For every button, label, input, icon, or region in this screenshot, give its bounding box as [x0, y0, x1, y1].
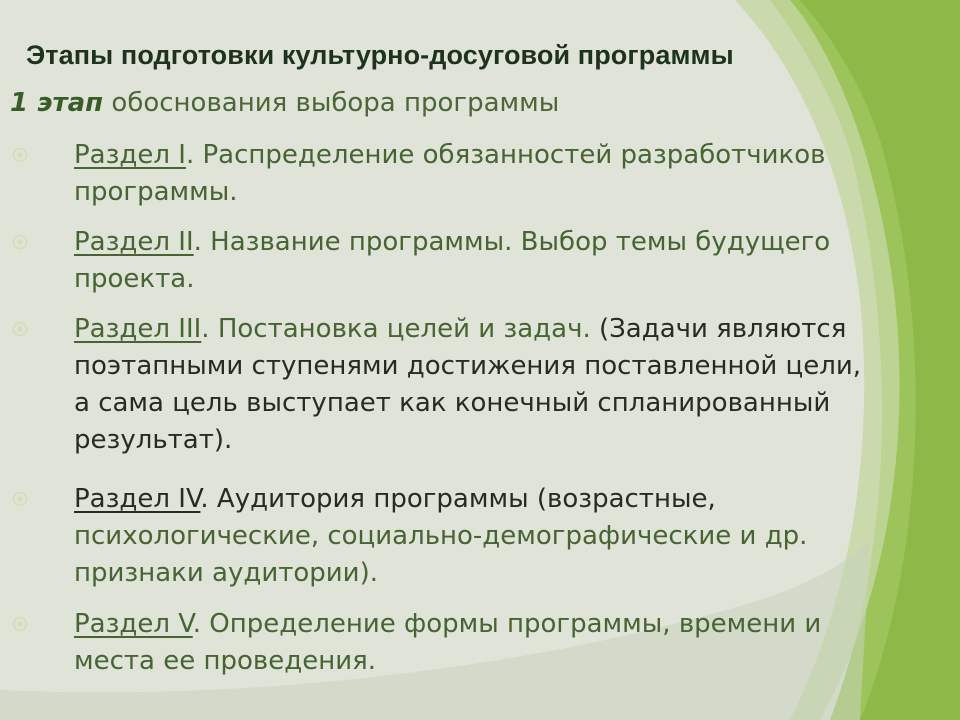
item-text — [74, 224, 874, 298]
stage-label: 1 этап — [10, 88, 104, 118]
slide-title: Этапы подготовки культурно-досуговой программы — [26, 40, 734, 70]
section-label: Раздел III — [74, 314, 202, 344]
ring-dot-icon — [12, 234, 28, 250]
ring-dot-icon — [12, 147, 28, 163]
section-label: Раздел V — [74, 609, 193, 639]
stage-text: обоснования выбора программы — [103, 88, 560, 118]
item-body-rest: психологические, социально-демографические и др. признаки аудитории). — [74, 521, 808, 588]
ring-dot-icon — [12, 491, 28, 507]
item-body: . Определение формы программы, времени и места ее проведения. — [74, 609, 822, 676]
item-text — [74, 137, 874, 211]
item-text — [74, 481, 874, 592]
item-text — [74, 606, 874, 680]
ring-dot-icon — [12, 616, 28, 632]
stage-line — [10, 88, 910, 118]
item-body: . Распределение обязанностей разработчиков программы. — [74, 140, 826, 207]
item-body: . Аудитория программы (возрастные, — [200, 484, 716, 514]
section-label: Раздел I — [74, 140, 186, 170]
ring-dot-icon — [12, 321, 28, 337]
section-label: Раздел IV — [74, 484, 201, 514]
section-label: Раздел II — [74, 227, 194, 257]
item-body: . Название программы. Выбор темы будущего проекта. — [74, 227, 831, 294]
item-note: (Задачи являются поэтапными ступенями достижения поставленной цели, а сама цель выступает как конечный спланированный результат). — [74, 314, 861, 455]
item-text — [74, 311, 874, 459]
item-body: . Постановка целей и задач. — [201, 314, 599, 344]
